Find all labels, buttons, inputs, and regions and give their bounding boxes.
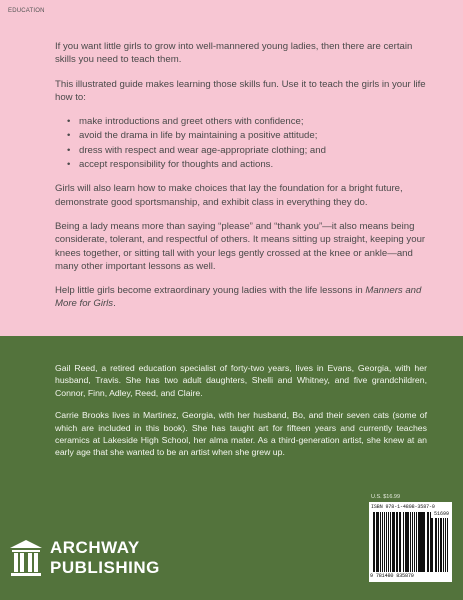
- contributor-bios: [55, 362, 427, 469]
- isbn-text: ISBN 978-1-4808-3587-0: [371, 504, 435, 510]
- skills-list: [55, 115, 427, 171]
- author-name: Gail Reed: [55, 363, 96, 373]
- blurb-paragraph-1: If you want little girls to grow into well-mannered young ladies, then there are certain skills you need to teach them.: [55, 41, 413, 66]
- ean-digits: 9 781480 835870: [370, 573, 414, 579]
- publisher-logo: [8, 536, 160, 586]
- barcode-bars: [373, 512, 427, 572]
- barcode-addon-bars: [431, 518, 449, 572]
- blurb-paragraph-2: This illustrated guide makes learning those skills fun. Use it to teach the girls in your life how to:: [55, 78, 426, 103]
- illustrator-name: Carrie Brooks: [55, 410, 109, 421]
- blurb-paragraph-4: Being a lady means more than saying “please” and “thank you”—it also means being considerate, tolerant, and respectful of others. It means sitting up straight, keeping your knees together, or sitting tall with your legs gently crossed at the knee or ankle—and many other important lessons as well.: [55, 220, 426, 272]
- publisher-name: ARCHWAY: [50, 538, 140, 557]
- addon-digits: 51699: [433, 511, 449, 517]
- blurb-paragraph-5: [55, 284, 427, 311]
- blurb-text: Help little girls become extraordinary young ladies with the life lessons in: [55, 285, 366, 297]
- price-label: U.S. $16.99: [371, 494, 401, 500]
- illustrator-bio: [55, 409, 427, 459]
- list-item: • avoid the drama in life by maintaining a positive attitude;: [67, 129, 427, 142]
- list-item: • dress with respect and wear age-appropriate clothing; and: [67, 144, 427, 157]
- book-blurb: [55, 40, 427, 322]
- barcode-bar: [447, 518, 448, 572]
- illustrator-bio-text: lives in Martinez, Georgia, with her husband, Bo, and their seven cats (some of which are included in this book). She has taught art for fifteen years and currently teaches ceramics at Lakeside High School, her alma mater. As a third-generation artist, she knew at an early age that she wanted to be an artist when she grew up.: [55, 410, 427, 458]
- book-title: Manners and More for Girls: [55, 285, 422, 310]
- list-item: • make introductions and greet others with confidence;: [67, 115, 427, 128]
- blurb-text: .: [113, 298, 116, 310]
- category-label: EDUCATION: [8, 8, 45, 14]
- archway-columns-icon: [8, 538, 44, 578]
- author-bio-text: , a retired education specialist of forty-two years, lives in Evans, Georgia, with her husband, Travis. She has two adult daughters, Shelli and Whitney, and five grandchildren, Connor, Finn, Adley, Reed, and Claire.: [55, 363, 427, 398]
- isbn-barcode: [369, 502, 452, 582]
- author-bio: [55, 362, 427, 399]
- publisher-subname: PUBLISHING: [50, 558, 160, 577]
- list-item: • accept responsibility for thoughts and actions.: [67, 158, 427, 171]
- blurb-paragraph-3: Girls will also learn how to make choices that lay the foundation for a bright future, demonstrate good sportsmanship, and exhibit class in everything they do.: [55, 183, 403, 208]
